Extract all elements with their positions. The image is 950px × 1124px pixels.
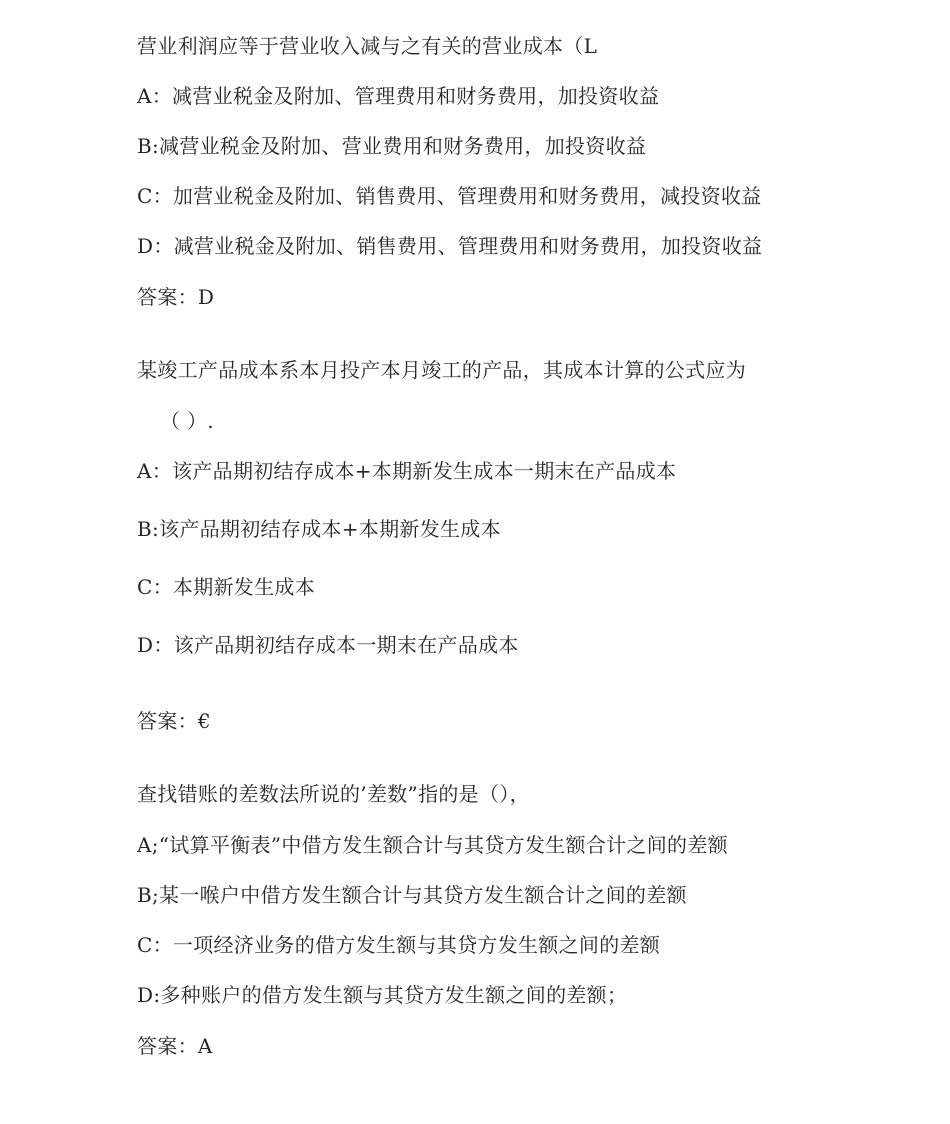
question-2-stem-continuation: （ ）. [160, 409, 214, 433]
question-2-option-d: D：该产品期初结存成本一期末在产品成本 [137, 633, 519, 657]
question-2-stem: 某竣工产品成本系本月投产本月竣工的产品，其成本计算的公式应为 [137, 358, 746, 382]
question-3-answer: 答案：A [137, 1034, 213, 1058]
question-1-stem: 营业利润应等于营业收入减与之有关的营业成本（L [137, 34, 598, 58]
question-3-option-a: A;“试算平衡表”中借方发生额合计与其贷方发生额合计之间的差额 [137, 833, 728, 857]
question-2-option-a: A：该产品期初结存成本+本期新发生成本一期末在产品成本 [137, 459, 677, 483]
question-3-option-d: D:多种账户的借方发生额与其贷方发生额之间的差额； [137, 983, 628, 1007]
question-1-answer: 答案：D [137, 285, 215, 309]
question-1-option-c: C：加营业税金及附加、销售费用、管理费用和财务费用，减投资收益 [137, 184, 762, 208]
question-3-option-b: B;某一喉户中借方发生额合计与其贷方发生额合计之间的差额 [137, 883, 687, 907]
question-2-answer: 答案：€ [137, 709, 211, 733]
question-2-option-b: B:该产品期初结存成本+本期新发生成本 [137, 517, 501, 541]
question-1-option-a: A：减营业税金及附加、管理费用和财务费用，加投资收益 [137, 84, 660, 108]
question-3-option-c: C：一项经济业务的借方发生额与其贷方发生额之间的差额 [137, 933, 661, 957]
question-1-option-d: D：减营业税金及附加、销售费用、管理费用和财务费用，加投资收益 [137, 234, 763, 258]
question-3-stem: 查找错账的差数法所说的’差数”指的是（）， [137, 782, 530, 806]
question-1-option-b: B:减营业税金及附加、营业费用和财务费用，加投资收益 [137, 134, 647, 158]
question-2-option-c: C：本期新发生成本 [137, 575, 316, 599]
